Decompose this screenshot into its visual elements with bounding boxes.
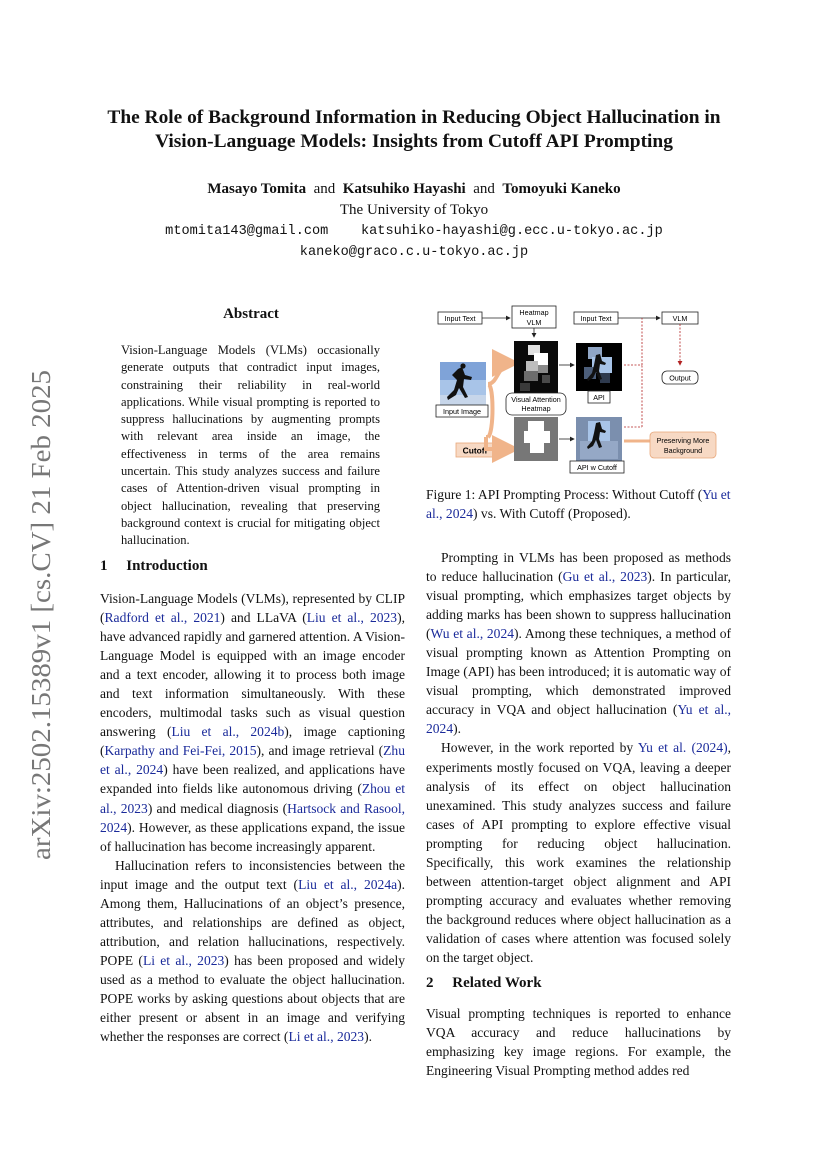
abstract-heading: Abstract (223, 306, 279, 322)
title-line-1: The Role of Background Information in Reducing Object Hallucination in (107, 107, 721, 128)
attention-heatmap (514, 341, 558, 393)
section-2-heading (426, 975, 542, 992)
citation-link[interactable]: Yu et al., 2024 (426, 702, 732, 737)
author-block (60, 179, 768, 263)
email-1[interactable]: mtomita143@gmail.com (165, 224, 329, 239)
citation-link[interactable]: Gu et al., 2023 (562, 569, 648, 585)
section-1-number: 1 (100, 558, 108, 574)
api-label: API (593, 393, 605, 402)
citation-link[interactable]: Yu et al. (2024) (637, 740, 728, 756)
preserving-label-1: Preserving More (656, 436, 710, 445)
related-work-column (426, 1004, 731, 1080)
citation-link[interactable]: Zhu et al., 2024 (100, 743, 405, 778)
arxiv-side-label (14, 360, 62, 860)
citation-link[interactable]: Liu et al., 2023 (306, 610, 398, 626)
caption-citation[interactable]: Yu et al., 2024 (426, 487, 731, 521)
citation-link[interactable]: Li et al., 2023 (288, 1029, 365, 1045)
citation-link[interactable]: Liu et al., 2024b (171, 724, 285, 740)
right-paragraph-2: However, in the work reported by Yu et al. (2024), experiments mostly focused on VQA, leaving a deeper analysis of its effect on object hallucination unexamined. This study analyzes success and failure cases of API prompting to explore effective visual prompting for reducing object hallucination. Specifically, this work examines the relationship between attention-target object alignment and API prompting accuracy and evaluates whether removing the background reduces where object hallucination as a validation of cases where attention was focused solely on the target object. (426, 740, 731, 965)
intro-paragraph-1: Vision-Language Models (VLMs), represented by CLIP (Radford et al., 2021) and LLaVA (Liu et al., 2023), have advanced rapidly and garnered attention. A Vision-Language Model is equipped with an image encoder and a text encoder, allowing it to process both image and text information simultaneously. With these encoders, multimodal tasks such as visual question answering (Liu et al., 2024b), image captioning (Karpathy and Fei-Fei, 2015), and image retrieval (Zhu et al., 2024) have been realized, and applications have expanded into fields like autonomous driving (Zhou et al., 2023) and medical diagnosis (Hartsock and Rasool, 2024). However, as these applications expand, the issue of hallucination has become increasingly apparent. (100, 591, 406, 854)
affiliation: The University of Tokyo (339, 202, 489, 218)
author-1: Masayo Tomita (207, 181, 307, 197)
visual-attention-label-2: Heatmap (521, 404, 551, 413)
title-line-2: Vision-Language Models: Insights from Cutoff API Prompting (155, 131, 673, 152)
section-1-heading (100, 558, 208, 575)
citation-link[interactable]: Wu et al., 2024 (430, 626, 515, 642)
author-names (60, 179, 768, 200)
email-3[interactable]: kaneko@graco.c.u-tokyo.ac.jp (299, 245, 529, 260)
author-and-1: and (313, 181, 336, 197)
heatmap-vlm-label-2: VLM (526, 318, 542, 327)
citation-link[interactable]: Karpathy and Fei-Fei, 2015 (104, 743, 257, 759)
caption-prefix: Figure 1: API Prompting Process: Without Cutoff ( (426, 487, 703, 502)
right-column (426, 548, 731, 967)
cutoff-label: Cutoff (462, 445, 488, 456)
api-cutoff-image (576, 417, 622, 461)
preserving-label-2: Background (663, 446, 703, 455)
right-paragraph-1: Prompting in VLMs has been proposed as methods to reduce hallucination (Gu et al., 2023). In particular, visual prompting, which emphasizes target objects by adding marks has been shown to suppress hallucination (Wu et al., 2024). Among these techniques, a method of visual prompting known as Attention Prompting on Image (API) has been introduced; it is automatic way of visual prompting, which demonstrated improved accuracy in VQA and object hallucination (Yu et al., 2024). (426, 550, 732, 737)
caption-suffix: ) vs. With Cutoff (Proposed). (473, 506, 631, 521)
section-1-title: Introduction (126, 558, 208, 574)
author-3: Tomoyuki Kaneko (502, 181, 621, 197)
paper-title (60, 106, 768, 154)
left-column (100, 589, 405, 1046)
email-2[interactable]: katsuhiko-hayashi@g.ecc.u-tokyo.ac.jp (360, 224, 663, 239)
cutoff-heatmap (514, 417, 558, 461)
citation-link[interactable]: Zhou et al., 2023 (100, 781, 405, 816)
api-image (576, 343, 622, 391)
email-line-1 (60, 221, 768, 242)
heatmap-vlm-label-1: Heatmap (519, 308, 549, 317)
input-text-label-2: Input Text (580, 314, 612, 323)
api-cutoff-label: API w Cutoff (577, 463, 617, 472)
visual-attention-label-1: Visual Attention (511, 395, 561, 404)
figure-caption (426, 485, 731, 523)
abstract-text: Vision-Language Models (VLMs) occasionally generate outputs that contradict input images, constraining their reliability in real-world applications. While visual prompting is reported to suppress hallucinations by augmenting prompts with relevant area inside an image, the effectiveness in terms of the area remains uncertain. This study analyzes success and failure cases of Attention-driven visual prompting in object hallucination, revealing that preserving background context is crucial for mitigating object hallucination. (121, 343, 380, 548)
output-label: Output (669, 373, 691, 383)
email-line-2 (60, 242, 768, 263)
input-image-label: Input Image (443, 407, 481, 416)
related-paragraph-1: Visual prompting techniques is reported to enhance VQA accuracy and reduce hallucinations by emphasizing key image regions. For example, the Engineering Visual Prompting method addes red (426, 1006, 731, 1079)
vlm-label: VLM (672, 314, 688, 323)
citation-link[interactable]: Li et al., 2023 (142, 952, 225, 968)
author-and-2: and (473, 181, 495, 197)
citation-link[interactable]: Radford et al., 2021 (104, 610, 221, 626)
citation-link[interactable]: Liu et al., 2024a (298, 876, 398, 892)
author-2: Katsuhiko Hayashi (342, 181, 466, 197)
section-2-number: 2 (426, 975, 434, 991)
citation-link[interactable]: Hartsock and Rasool, 2024 (100, 800, 406, 835)
arxiv-identifier: arXiv:2502.15389v1 [cs.CV] 21 Feb 2025 (26, 402, 56, 860)
input-text-label: Input Text (444, 314, 476, 323)
section-2-title: Related Work (452, 975, 542, 991)
intro-paragraph-2: Hallucination refers to inconsistencies between the input image and the output text (Liu et al., 2024a). Among them, Hallucinations of an object’s presence, attributes, and relationships are defined as object, attribution, and relation hallucinations, respectively. POPE (Li et al., 2023) has been proposed and widely used as a method to evaluate the object hallucination. POPE works by asking questions about objects that are either present or absent in an image and verifying whether the responses are correct (Li et al., 2023). (100, 857, 406, 1045)
figure-1 (428, 305, 730, 475)
input-image (440, 362, 486, 406)
